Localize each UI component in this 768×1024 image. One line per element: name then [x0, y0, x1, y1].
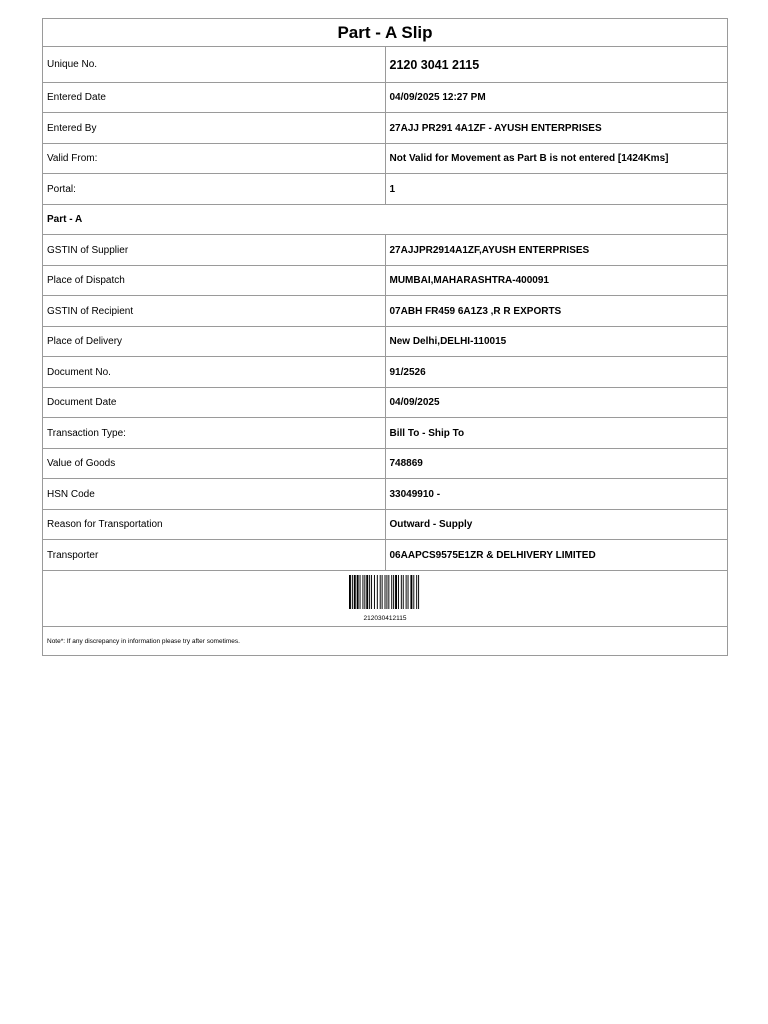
barcode-bar [382, 575, 383, 609]
barcode-bar [416, 575, 417, 609]
row-value: 04/09/2025 12:27 PM [385, 83, 728, 113]
row-value: 27AJJPR2914A1ZF,AYUSH ENTERPRISES [385, 235, 728, 266]
row-label: GSTIN of Recipient [43, 296, 386, 327]
row-label: Place of Delivery [43, 327, 386, 357]
barcode-bar [371, 575, 372, 609]
table-row-unique-no [43, 47, 728, 83]
table-row-place-of-delivery [43, 327, 728, 357]
barcode-bar [354, 575, 356, 609]
barcode-bar [403, 575, 404, 609]
barcode-bar [380, 575, 381, 609]
row-label: Portal: [43, 174, 386, 205]
barcode-bar [352, 575, 353, 609]
table-row-gstin-recipient [43, 296, 728, 327]
table-row-value-of-goods [43, 449, 728, 479]
row-value: 91/2526 [385, 357, 728, 388]
barcode-bar [377, 575, 378, 609]
row-value: 27AJJ PR291 4A1ZF - AYUSH ENTERPRISES [385, 113, 728, 144]
row-label: Valid From: [43, 144, 386, 174]
barcode-bar [369, 575, 370, 609]
row-label: Value of Goods [43, 449, 386, 479]
barcode-bar [366, 575, 368, 609]
table-row-valid-from [43, 144, 728, 174]
table-row-document-date [43, 388, 728, 418]
row-value: 1 [385, 174, 728, 205]
row-label: Entered Date [43, 83, 386, 113]
table-row-reason-for-transportation [43, 510, 728, 540]
unique-number-value: 2120 3041 2115 [385, 47, 728, 83]
table-row-transaction-type [43, 418, 728, 449]
table-row-portal [43, 174, 728, 205]
barcode-bar [393, 575, 394, 609]
barcode-bar [406, 575, 407, 609]
barcode-bar [413, 575, 414, 609]
barcode-bar [408, 575, 409, 609]
barcode-bar [374, 575, 375, 609]
barcode-bar [360, 575, 361, 609]
row-label: Transporter [43, 540, 386, 571]
barcode-cell [43, 571, 728, 627]
barcode-bar [410, 575, 412, 609]
barcode-bar [395, 575, 397, 609]
table-row-entered-by [43, 113, 728, 144]
row-label: Place of Dispatch [43, 266, 386, 296]
row-value: 748869 [385, 449, 728, 479]
table-row-transporter [43, 540, 728, 571]
row-value: 04/09/2025 [385, 388, 728, 418]
table-row-place-of-dispatch [43, 266, 728, 296]
row-label: HSN Code [43, 479, 386, 510]
slip-title: Part - A Slip [43, 19, 728, 47]
part-a-slip-table [42, 18, 728, 656]
barcode-bar [349, 575, 351, 609]
barcode-bar [357, 575, 359, 609]
table-row-gstin-supplier [43, 235, 728, 266]
discrepancy-note: Note*: If any discrepancy in information please try after sometimes. [43, 627, 728, 656]
barcode-bar [398, 575, 399, 609]
row-label: Entered By [43, 113, 386, 144]
row-value: New Delhi,DELHI-110015 [385, 327, 728, 357]
table-row-entered-date [43, 83, 728, 113]
barcode-bar [401, 575, 402, 609]
note-row [43, 627, 728, 656]
row-label: Unique No. [43, 47, 386, 83]
row-value: Outward - Supply [385, 510, 728, 540]
row-value: 33049910 - [385, 479, 728, 510]
row-label: Document No. [43, 357, 386, 388]
row-label: Transaction Type: [43, 418, 386, 449]
barcode-bar [388, 575, 389, 609]
barcode-bar [362, 575, 363, 609]
barcode-row [43, 571, 728, 627]
barcode-bar [385, 575, 386, 609]
table-row-document-no [43, 357, 728, 388]
row-label: Reason for Transportation [43, 510, 386, 540]
barcode-bar [418, 575, 419, 609]
barcode-bar [364, 575, 365, 609]
barcode-bar [386, 575, 387, 609]
row-value: Bill To - Ship To [385, 418, 728, 449]
table-row-hsn-code [43, 479, 728, 510]
row-value: MUMBAI,MAHARASHTRA-400091 [385, 266, 728, 296]
barcode-bar [391, 575, 392, 609]
title-row [43, 19, 728, 47]
barcode-number: 212030412115 [363, 615, 407, 622]
row-label: GSTIN of Supplier [43, 235, 386, 266]
row-value: 06AAPCS9575E1ZR & DELHIVERY LIMITED [385, 540, 728, 571]
row-value: 07ABH FR459 6A1Z3 ,R R EXPORTS [385, 296, 728, 327]
barcode-image [349, 575, 421, 609]
row-value: Not Valid for Movement as Part B is not entered [1424Kms] [385, 144, 728, 174]
section-heading: Part - A [43, 205, 728, 235]
row-label: Document Date [43, 388, 386, 418]
section-row-part-a [43, 205, 728, 235]
